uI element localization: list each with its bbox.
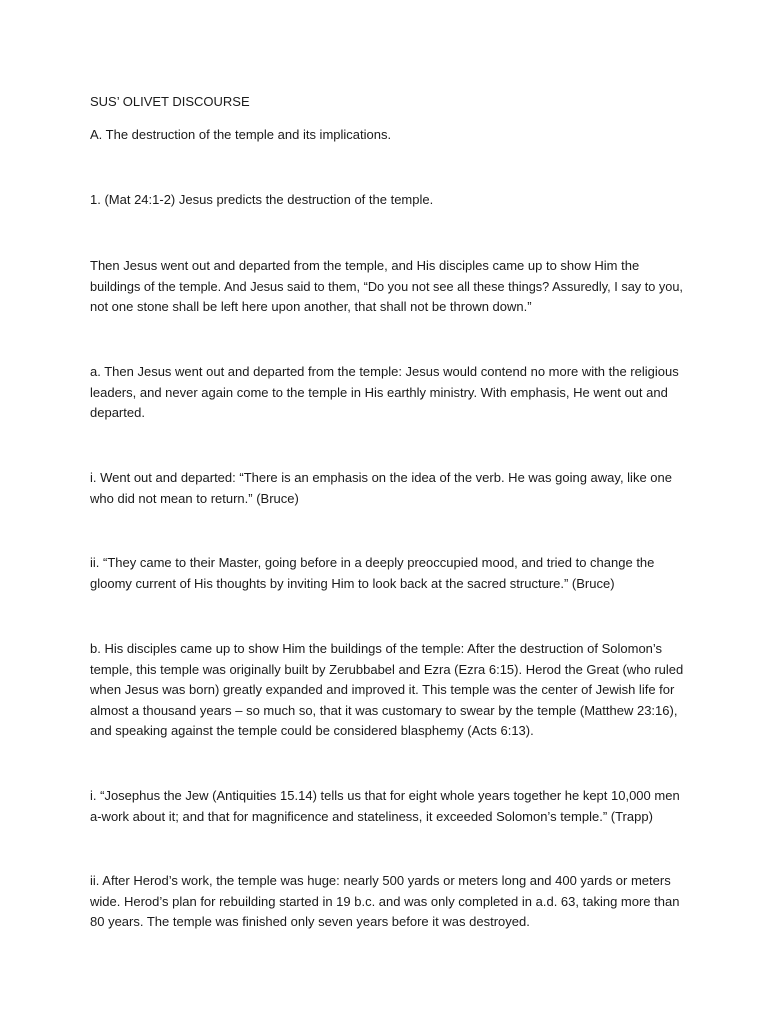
- text-line: SUS’ OLIVET DISCOURSE: [90, 94, 250, 109]
- scripture-paragraph: [90, 256, 686, 318]
- commentary-paragraph: [90, 468, 686, 509]
- text-line: a-work about it; and that for magnificence and stateliness, it exceeded Solomon’s temple.” (Trapp): [90, 808, 653, 824]
- text-line: gloomy current of His thoughts by inviting Him to look back at the sacred structure.” (Bruce): [90, 575, 615, 591]
- text-line: Then Jesus went out and departed from the temple, and His disciples came up to show Him the: [90, 258, 640, 273]
- text-line: wide. Herod’s plan for rebuilding started in 19 b.c. and was only completed in a.d. 63, taking more than: [90, 893, 680, 909]
- subsection-heading: [90, 190, 686, 211]
- text-line: b. His disciples came up to show Him the buildings of the temple: After the destruction of Solomon’s: [90, 641, 663, 656]
- text-line: 80 years. The temple was finished only seven years before it was destroyed.: [90, 914, 530, 929]
- text-line: when Jesus was born) greatly expanded and improved it. This temple was the center of Jewish life for: [90, 682, 675, 697]
- text-line: buildings of the temple. And Jesus said to them, “Do you not see all these things? Assuredly, I say to you,: [90, 278, 683, 294]
- text-line: i. Went out and departed: “There is an emphasis on the idea of the verb. He was going away, like one: [90, 470, 672, 485]
- text-line: almost a thousand years – so much so, that it was customary to swear by the temple (Matthew 23:16),: [90, 702, 678, 718]
- commentary-paragraph: [90, 639, 686, 742]
- commentary-paragraph: [90, 553, 686, 594]
- text-line: ii. After Herod’s work, the temple was huge: nearly 500 yards or meters long and 400 yards or meters: [90, 873, 671, 888]
- text-line: ii. “They came to their Master, going before in a deeply preoccupied mood, and tried to change the: [90, 555, 655, 570]
- text-line: not one stone shall be left here upon another, that shall not be thrown down.”: [90, 299, 532, 314]
- document-title: [90, 92, 686, 113]
- text-line: departed.: [90, 405, 145, 420]
- commentary-paragraph: [90, 362, 686, 424]
- commentary-paragraph: [90, 786, 686, 827]
- text-line: A. The destruction of the temple and its implications.: [90, 127, 392, 142]
- text-line: 1. (Mat 24:1-2) Jesus predicts the destruction of the temple.: [90, 192, 434, 207]
- text-line: i. “Josephus the Jew (Antiquities 15.14) tells us that for eight whole years together he kept 10,000 men: [90, 788, 680, 803]
- section-heading: [90, 125, 686, 146]
- commentary-paragraph: [90, 871, 686, 933]
- text-line: and speaking against the temple could be considered blasphemy (Acts 6:13).: [90, 723, 534, 738]
- text-line: a. Then Jesus went out and departed from the temple: Jesus would contend no more with the religious: [90, 364, 679, 379]
- text-line: temple, this temple was originally built by Zerubbabel and Ezra (Ezra 6:15). Herod the Great (who ruled: [90, 661, 684, 677]
- text-line: leaders, and never again come to the temple in His earthly ministry. With emphasis, He went out and: [90, 384, 668, 400]
- text-line: who did not mean to return.” (Bruce): [90, 490, 299, 506]
